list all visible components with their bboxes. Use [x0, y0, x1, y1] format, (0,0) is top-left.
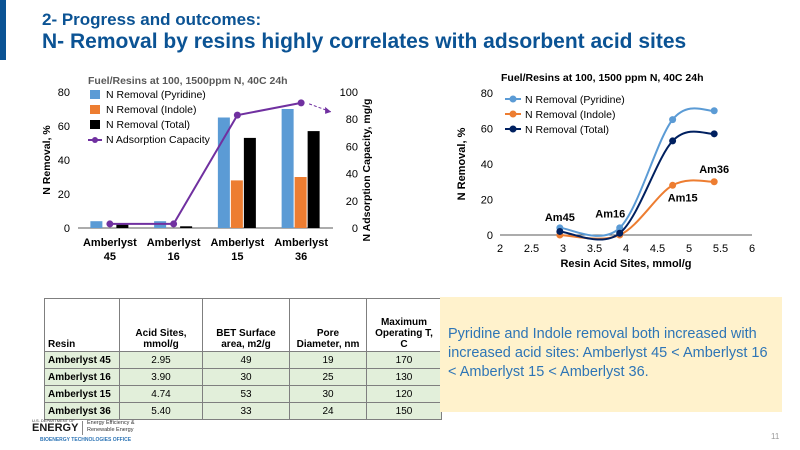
legend-swatch [90, 120, 100, 129]
y-tick-label: 0 [63, 223, 70, 235]
point-annotation: Am16 [595, 208, 626, 221]
y2-tick-label: 40 [345, 168, 358, 181]
bar [308, 131, 320, 228]
legend-label: N Removal (Total) [525, 124, 610, 136]
chart2-title: Fuel/Resins at 100, 1500 ppm N, 40C 24h [501, 72, 704, 84]
y2-axis-label: N Adsorption Capacity, mg/g [361, 98, 373, 242]
resin-properties-table [44, 298, 442, 420]
table-cell: 19 [290, 352, 367, 369]
bar [231, 180, 243, 228]
callout-box [440, 297, 782, 412]
table-cell: 53 [203, 386, 290, 403]
y-tick-label: 0 [486, 230, 493, 242]
doe-small-text: U.S. DEPARTMENT OF [32, 418, 75, 423]
bar [116, 225, 128, 228]
callout-text: Pyridine and Indole removal both increased with increased acid sites: Amberlyst 45 < Amberlyst 16 < Amberlyst 15 < Amberlyst 36. [448, 326, 768, 380]
table-cell: 30 [290, 386, 367, 403]
y-tick-label: 20 [57, 189, 70, 201]
x-tick-label: 2 [496, 243, 504, 255]
table-header-cell [120, 299, 203, 352]
legend-label: N Adsorption Capacity [106, 134, 210, 146]
y2-tick-label: 20 [345, 195, 358, 208]
eere-text [87, 420, 135, 434]
page-number: 11 [771, 432, 780, 441]
line-chart-acid-sites [445, 70, 780, 285]
bar [295, 177, 307, 228]
table-cell: 120 [367, 386, 442, 403]
table-row [45, 352, 442, 369]
x-tick-label: 5.5 [712, 243, 729, 255]
header-line: C [400, 339, 408, 350]
x-tick-label: 36 [295, 251, 308, 263]
x-tick-label: 3 [559, 243, 567, 255]
table-header-row [45, 299, 442, 352]
legend-marker [510, 111, 517, 118]
table-cell: Amberlyst 15 [45, 386, 120, 403]
x-tick-label: 4 [622, 243, 630, 255]
x-tick-label: 4.5 [649, 243, 666, 255]
bar [282, 109, 294, 228]
slide-title-line2: N- Removal by resins highly correlates with adsorbent acid sites [42, 30, 687, 53]
table-cell: 170 [367, 352, 442, 369]
x-tick-label: Amberlyst [210, 237, 265, 249]
legend-label: N Removal (Indole) [525, 109, 616, 121]
table-header-cell [290, 299, 367, 352]
header-line: Pore [316, 328, 340, 339]
table-header-cell [203, 299, 290, 352]
y-tick-label: 20 [480, 194, 493, 207]
eere-line1: Energy Efficiency & [87, 420, 135, 426]
legend-label: N Removal (Total) [106, 119, 191, 131]
x-tick-label: Amberlyst [274, 237, 329, 249]
legend-marker [92, 137, 98, 143]
legend-label: N Removal (Pyridine) [525, 94, 625, 106]
y2-tick-label: 0 [351, 223, 358, 235]
table-cell: 24 [290, 403, 367, 420]
table-cell: 25 [290, 369, 367, 386]
table-row [45, 403, 442, 420]
legend-swatch [90, 105, 100, 114]
x-tick-label: 16 [167, 251, 180, 263]
table-cell: 4.74 [120, 386, 203, 403]
table-cell: 49 [203, 352, 290, 369]
capacity-point [170, 220, 177, 227]
bar [244, 138, 256, 228]
series-point [669, 116, 676, 123]
y-axis-label: N Removal, % [41, 125, 53, 195]
legend-swatch [90, 90, 100, 99]
table-cell: 5.40 [120, 403, 203, 420]
x-tick-label: Amberlyst [146, 237, 201, 249]
point-annotation: Am45 [544, 211, 575, 224]
point-annotation: Am15 [667, 192, 698, 205]
slide-accent-bar [0, 0, 6, 60]
series-point [711, 178, 718, 185]
series-point [711, 107, 718, 114]
table-cell: 30 [203, 369, 290, 386]
capacity-point [298, 99, 305, 106]
header-line: Acid Sites, [135, 328, 187, 339]
series-point [669, 137, 676, 144]
header-line: Resin [48, 339, 76, 350]
capacity-point [234, 112, 241, 119]
header-line: Diameter, nm [296, 339, 360, 350]
arrow-head [325, 107, 331, 114]
logo-divider [82, 421, 83, 435]
y-tick-label: 40 [57, 155, 70, 167]
y2-tick-label: 60 [345, 141, 358, 154]
series-line [560, 132, 714, 240]
series-point [711, 130, 718, 137]
legend-label: N Removal (Pyridine) [106, 89, 206, 101]
header-line: Maximum [380, 317, 428, 328]
y2-tick-label: 100 [339, 87, 358, 99]
x-axis-label: Resin Acid Sites, mmol/g [560, 258, 692, 270]
doe-energy-text: ENERGY [32, 422, 79, 434]
series-point [616, 230, 623, 237]
bto-text: BIOENERGY TECHNOLOGIES OFFICE [40, 437, 132, 443]
header-line: Operating T, [375, 328, 433, 339]
x-tick-label: 2.5 [523, 243, 540, 255]
bar [90, 221, 102, 228]
legend-label: N Removal (Indole) [106, 104, 197, 116]
legend-marker [510, 96, 517, 103]
legend-marker [510, 126, 517, 133]
table-row [45, 369, 442, 386]
x-tick-label: 5 [685, 243, 693, 255]
y-tick-label: 80 [57, 87, 70, 99]
slide-title-line1: 2- Progress and outcomes: [42, 10, 262, 29]
table-cell: 130 [367, 369, 442, 386]
table-header-cell [45, 299, 120, 352]
table-cell: 2.95 [120, 352, 203, 369]
table-cell: Amberlyst 16 [45, 369, 120, 386]
bar-chart-n-removal [38, 70, 378, 270]
x-tick-label: 6 [748, 243, 756, 255]
capacity-point [106, 220, 113, 227]
series-point [556, 228, 563, 235]
y-tick-label: 80 [480, 88, 493, 100]
header-line: area, m2/g [221, 339, 271, 350]
y-tick-label: 60 [480, 123, 493, 136]
y-axis-label: N Removal, % [456, 127, 468, 201]
header-line: mmol/g [143, 339, 179, 350]
table-cell: Amberlyst 45 [45, 352, 120, 369]
y2-tick-label: 80 [345, 114, 358, 127]
chart1-title: Fuel/Resins at 100, 1500ppm N, 40C 24h [88, 75, 288, 87]
y-tick-label: 60 [57, 121, 70, 133]
table-cell: 150 [367, 403, 442, 420]
table-cell: 3.90 [120, 369, 203, 386]
x-tick-label: Amberlyst [82, 237, 137, 249]
x-tick-label: 15 [231, 251, 244, 263]
header-line: BET Surface [216, 328, 276, 339]
bar [218, 118, 230, 229]
table-cell: Amberlyst 36 [45, 403, 120, 420]
y-tick-label: 40 [480, 159, 493, 171]
x-tick-label: 45 [103, 251, 116, 263]
table-cell: 33 [203, 403, 290, 420]
x-tick-label: 3.5 [586, 243, 603, 255]
eere-line2: Renewable Energy [87, 427, 134, 433]
table-row [45, 386, 442, 403]
table-header-cell [367, 299, 442, 352]
series-point [669, 182, 676, 189]
bar [180, 226, 192, 228]
point-annotation: Am36 [699, 163, 730, 176]
